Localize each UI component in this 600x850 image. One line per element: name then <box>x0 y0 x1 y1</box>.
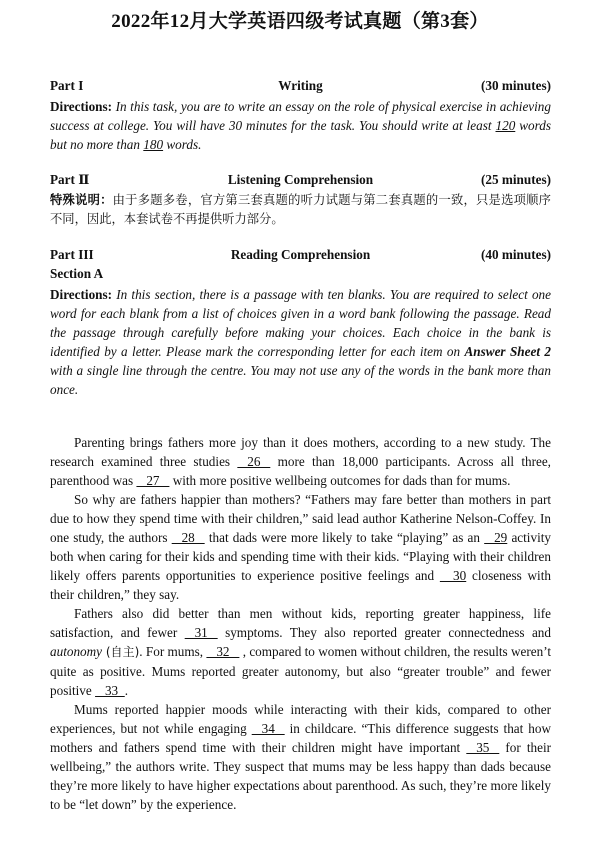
part-name: Writing <box>278 78 323 93</box>
passage-text: . <box>124 683 129 698</box>
part-label: Part Ⅱ <box>50 172 90 187</box>
blank-35: 35 <box>466 740 500 755</box>
passage-text: Fathers also did better than men without kids, reporting greater happiness, life satisfaction, and fewer <box>50 606 551 640</box>
passage-text: Parenting brings fathers more joy than it does mothers, according to a new study. The research examined three studies <box>50 435 551 469</box>
part-time: (25 minutes) <box>481 172 551 187</box>
part-3-reading <box>50 247 551 399</box>
passage-text: symptoms. They also reported greater connectedness and <box>217 625 551 640</box>
directions-text: words but no more than <box>50 118 551 152</box>
passage-text: . For mums, <box>139 644 207 659</box>
listening-special-note <box>50 191 551 229</box>
part-2-header <box>50 172 551 191</box>
answer-sheet-ref: Answer Sheet 2 <box>464 344 551 359</box>
writing-directions <box>50 97 551 154</box>
blank-28: 28 <box>171 530 205 545</box>
passage-text: more than 18,000 participants. Across all three, parenthood was <box>50 454 551 488</box>
blank-29: 29 <box>484 530 508 545</box>
passage-text: that dads were more likely to take “playing” as an <box>204 530 485 545</box>
passage-text: with more positive wellbeing outcomes for dads than for mums. <box>169 473 511 488</box>
part-1-header <box>50 78 551 97</box>
passage-text: activity both when caring for their kids and spending time with their kids. “Playing with their children likely offers parents opportunities to experience positive feelings and <box>50 530 551 583</box>
passage-paragraph-3 <box>50 604 551 700</box>
directions-label: Directions: <box>50 99 113 114</box>
blank-33: 33 <box>95 683 125 698</box>
passage-text: in childcare. “This difference suggests that how mothers and fathers spend time with their children might have important <box>50 721 551 755</box>
blank-31: 31 <box>184 625 218 640</box>
part-label: Part III <box>50 247 94 262</box>
passage-text: So why are fathers happier than mothers? “Fathers may fare better than mothers in part due to how they spend time with their children,” said lead author Katherine Nelson-Coffey. In one study, the authors <box>50 492 551 545</box>
passage-text: Mums reported happier moods while interacting with their kids, compared to other experiences, but not while engaging <box>50 702 551 736</box>
part-1-writing <box>50 78 551 154</box>
max-words: 180 <box>143 137 164 152</box>
passage-text: closeness with their children,” they say. <box>50 568 551 602</box>
passage-paragraph-4 <box>50 700 551 814</box>
min-words: 120 <box>495 118 516 133</box>
blank-26: 26 <box>237 454 271 469</box>
note-label: 特殊说明： <box>50 193 113 207</box>
directions-text: In this task, you are to write an essay on the role of physical exercise in achieving success at college. You will have 30 minutes for the task. You should write at least <box>50 99 551 133</box>
blank-30: 30 <box>439 568 467 583</box>
blank-27: 27 <box>136 473 170 488</box>
passage-paragraph-1 <box>50 433 551 490</box>
directions-text: In this section, there is a passage with ten blanks. You are required to select one word for each blank from a list of choices given in a word bank following the passage. Read the passage through carefully before making your choices. Each choice in the bank is identified by a letter. Please mark the corresponding letter for each item on <box>50 287 551 359</box>
part-2-listening <box>50 172 551 229</box>
passage-paragraph-2 <box>50 490 551 604</box>
reading-directions <box>50 285 551 399</box>
directions-text: with a single line through the centre. You may not use any of the words in the bank more than once. <box>50 363 551 397</box>
part-3-header <box>50 247 551 266</box>
part-time: (30 minutes) <box>481 78 551 93</box>
blank-34: 34 <box>251 721 285 736</box>
part-time: (40 minutes) <box>481 247 551 262</box>
passage-text: , compared to women without children, the results weren’t quite as positive. Mums reported greater autonomy, but also “greater trouble” and fewer positive <box>50 644 552 698</box>
blank-32: 32 <box>206 644 240 659</box>
document-title: 2022年12月大学英语四级考试真题（第3套） <box>111 11 489 32</box>
directions-text: words. <box>163 137 202 152</box>
directions-label: Directions: <box>50 287 113 302</box>
note-text: 由于多题多卷，官方第三套真题的听力试题与第二套真题的一致，只是选项顺序不同，因此，本套试卷不再提供听力部分。 <box>50 193 551 226</box>
autonomy-term: autonomy <box>50 644 103 659</box>
section-a-label: Section A <box>50 266 104 281</box>
part-name: Listening Comprehension <box>227 172 374 187</box>
part-label: Part I <box>50 78 84 93</box>
reading-passage <box>50 433 551 814</box>
passage-text: for their wellbeing,” the authors write. They suspect that mums may be less happy than dads because they’re more likely to have higher expectations about parenthood. As such, they’re more likely to be “let down” by the experience. <box>50 740 551 812</box>
autonomy-gloss: (自主) <box>102 645 140 659</box>
part-name: Reading Comprehension <box>230 247 371 262</box>
